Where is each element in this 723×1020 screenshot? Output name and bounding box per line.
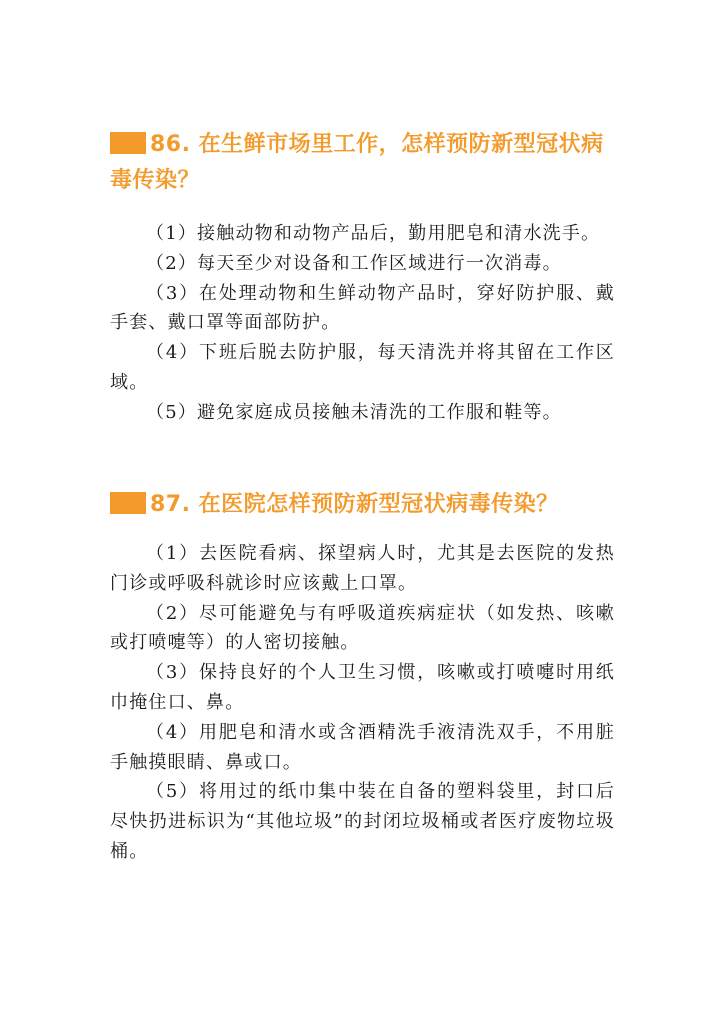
paragraph: （3）保持良好的个人卫生习惯，咳嗽或打喷嚏时用纸巾掩住口、鼻。	[110, 662, 615, 713]
section-86	[110, 127, 615, 428]
section-body	[110, 539, 615, 867]
paragraph: （5）避免家庭成员接触未清洗的工作服和鞋等。	[146, 401, 562, 423]
paragraph: （5）将用过的纸巾集中装在自备的塑料袋里，封口后尽快扔进标识为“其他垃圾”的封闭垃圾桶或者医疗废物垃圾桶。	[110, 781, 615, 862]
heading-text: 86. 在生鲜市场里工作，怎样预防新型冠状病毒传染？	[110, 132, 604, 193]
paragraph: （2）每天至少对设备和工作区域进行一次消毒。	[146, 252, 562, 274]
paragraph: （1）去医院看病、探望病人时，尤其是去医院的发热门诊或呼吸科就诊时应该戴上口罩。	[110, 543, 615, 594]
paragraph: （1）接触动物和动物产品后，勤用肥皂和清水洗手。	[146, 223, 601, 244]
section-body	[110, 219, 615, 428]
section-heading	[110, 487, 615, 523]
paragraph: （2）尽可能避免与有呼吸道疾病症状（如发热、咳嗽或打喷嚏等）的人密切接触。	[110, 602, 615, 654]
paragraph: （3）在处理动物和生鲜动物产品时，穿好防护服、戴手套、戴口罩等面部防护。	[110, 282, 615, 334]
heading-marker	[110, 132, 146, 154]
section-87	[110, 487, 615, 867]
section-heading	[110, 127, 615, 199]
heading-marker	[110, 492, 146, 514]
paragraph: （4）下班后脱去防护服，每天清洗并将其留在工作区域。	[110, 342, 615, 393]
paragraph: （4）用肥皂和清水或含酒精洗手液清洗双手，不用脏手触摸眼睛、鼻或口。	[110, 721, 615, 773]
heading-text: 87. 在医院怎样预防新型冠状病毒传染？	[150, 492, 559, 517]
